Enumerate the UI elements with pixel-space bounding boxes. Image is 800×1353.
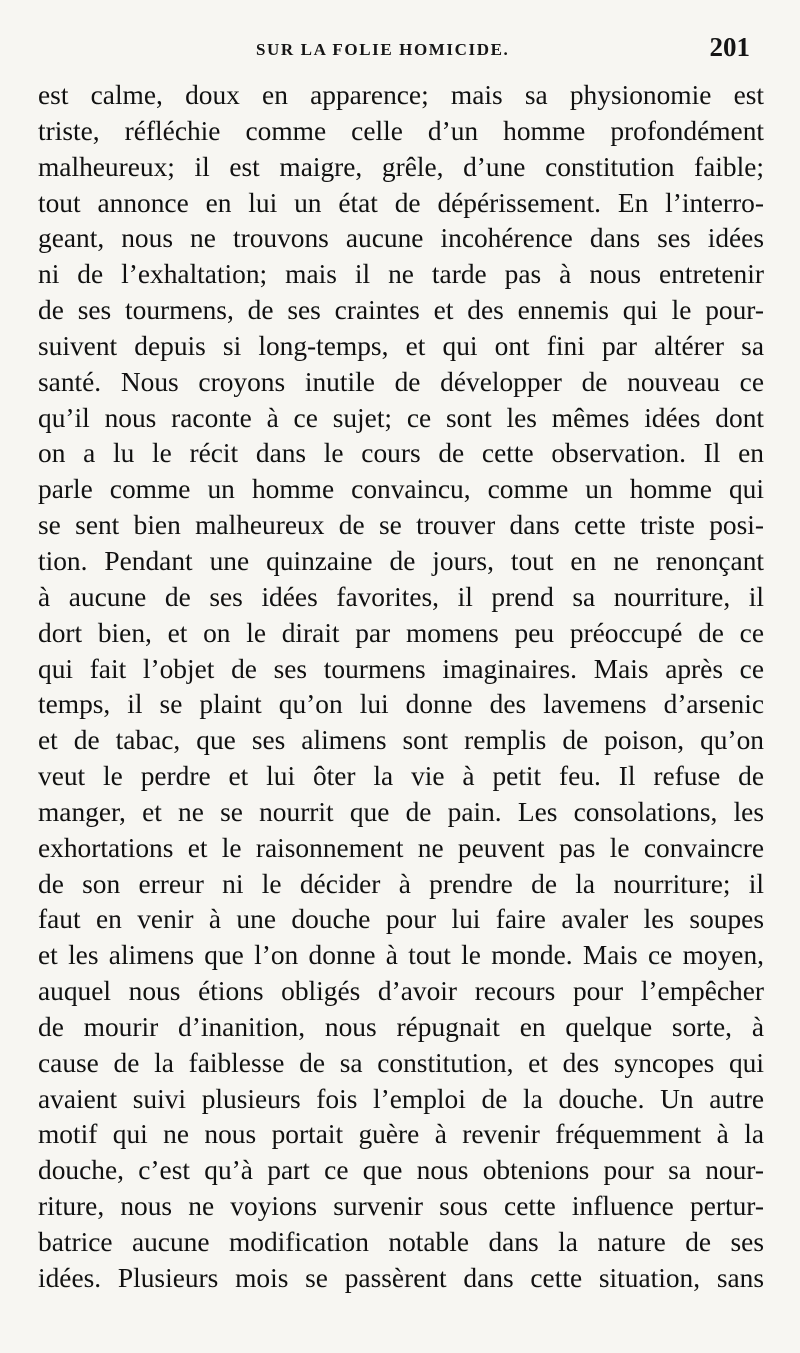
text-line: auquel nous étions obligés d’avoir recours pour l’empêcher bbox=[38, 976, 764, 1007]
text-line: geant, nous ne trouvons aucune incohérence dans ses idées bbox=[38, 223, 764, 254]
text-line: manger, et ne se nourrit que de pain. Les consolations, les bbox=[38, 796, 764, 827]
text-line: et les alimens que l’on donne à tout le monde. Mais ce moyen, bbox=[38, 940, 764, 971]
text-line: de son erreur ni le décider à prendre de la nourriture; il bbox=[38, 868, 764, 899]
text-line: on a lu le récit dans le cours de cette observation. Il en bbox=[38, 438, 764, 469]
running-head bbox=[36, 30, 764, 70]
header-title: SUR LA FOLIE HOMICIDE. bbox=[256, 40, 510, 59]
text-line: exhortations et le raisonnement ne peuvent pas le convaincre bbox=[38, 832, 764, 863]
text-line: riture, nous ne voyions survenir sous cette influence pertur- bbox=[38, 1191, 764, 1222]
text-line: est calme, doux en apparence; mais sa physionomie est bbox=[38, 80, 764, 110]
text-line: dort bien, et on le dirait par momens peu préoccupé de ce bbox=[38, 617, 764, 648]
text-line: parle comme un homme convaincu, comme un homme qui bbox=[38, 474, 764, 505]
text-line: qu’il nous raconte à ce sujet; ce sont les mêmes idées dont bbox=[38, 402, 764, 433]
text-line: veut le perdre et lui ôter la vie à petit feu. Il refuse de bbox=[38, 761, 764, 792]
text-line: motif qui ne nous portait guère à revenir fréquemment à la bbox=[38, 1119, 764, 1150]
text-line: avaient suivi plusieurs fois l’emploi de la douche. Un autre bbox=[38, 1083, 764, 1114]
text-line: de ses tourmens, de ses craintes et des ennemis qui le pour- bbox=[38, 295, 764, 326]
text-line: temps, il se plaint qu’on lui donne des lavemens d’arsenic bbox=[38, 689, 764, 720]
text-line: se sent bien malheureux de se trouver dans cette triste posi- bbox=[38, 510, 764, 541]
text-line: douche, c’est qu’à part ce que nous obtenions pour sa nour- bbox=[38, 1155, 764, 1186]
text-line: idées. Plusieurs mois se passèrent dans cette situation, sans bbox=[38, 1262, 764, 1293]
text-line: tout annonce en lui un état de dépérissement. En l’interro- bbox=[38, 187, 764, 218]
text-line: malheureux; il est maigre, grêle, d’une constitution faible; bbox=[38, 151, 764, 182]
text-line: ni de l’exhaltation; mais il ne tarde pas à nous entretenir bbox=[38, 259, 764, 290]
text-line: triste, réfléchie comme celle d’un homme profondément bbox=[38, 115, 764, 146]
text-line: faut en venir à une douche pour lui faire avaler les soupes bbox=[38, 904, 764, 935]
text-line: de mourir d’inanition, nous répugnait en quelque sorte, à bbox=[38, 1011, 764, 1042]
text-line: santé. Nous croyons inutile de développer de nouveau ce bbox=[38, 366, 764, 397]
text-line: et de tabac, que ses alimens sont remplis de poison, qu’on bbox=[38, 725, 764, 756]
text-line: suivent depuis si long-temps, et qui ont fini par altérer sa bbox=[38, 330, 764, 361]
text-line: tion. Pendant une quinzaine de jours, tout en ne renonçant bbox=[38, 545, 764, 576]
text-line: qui fait l’objet de ses tourmens imaginaires. Mais après ce bbox=[38, 653, 764, 684]
page-number: 201 bbox=[709, 32, 750, 62]
text-line: cause de la faiblesse de sa constitution, et des syncopes qui bbox=[38, 1047, 764, 1078]
body-text bbox=[38, 78, 764, 1297]
text-line: à aucune de ses idées favorites, il prend sa nourriture, il bbox=[38, 581, 764, 612]
text-line: batrice aucune modification notable dans la nature de ses bbox=[38, 1227, 764, 1257]
